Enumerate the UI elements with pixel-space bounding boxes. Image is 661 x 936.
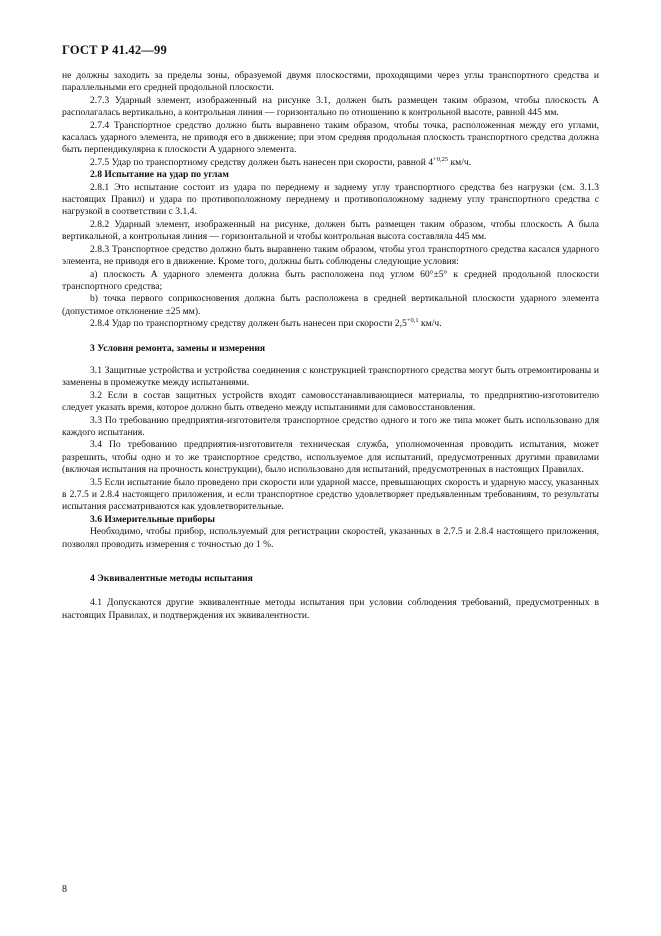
- paragraph-2-7-4: 2.7.4 Транспортное средство должно быть выравнено таким образом, чтобы точка, расположенная между его углами, касалась ударного элемента, не приводя его в движение; при этом средняя продольная плоскость транспортного средства должна быть перпендикулярна к плоскости A ударного элемента.: [62, 119, 599, 156]
- paragraph-2-7-5-unit: км/ч.: [448, 156, 472, 168]
- paragraph-2-7-5-text: 2.7.5 Удар по транспортному средству должен быть нанесен при скорости, равной 4: [90, 156, 434, 168]
- paragraph-2-7-3: 2.7.3 Ударный элемент, изображенный на рисунке 3.1, должен быть размещен таким образом, чтобы плоскость A располагалась вертикально, а контрольная линия — горизонтально по отношению к контрольной высоте, равной 445 мм.: [62, 94, 599, 119]
- paragraph-2-8-2: 2.8.2 Ударный элемент, изображенный на рисунке, должен быть размещен таким образом, чтобы плоскость A была вертикальной, а контрольная линия — горизонтальной и чтобы контрольная высота составляла 445 мм.: [62, 218, 599, 243]
- paragraph-continuation: не должны заходить за пределы зоны, образуемой двумя плоскостями, проходящими через углы транспортного средства и параллельными его средней продольной плоскости.: [62, 70, 599, 94]
- paragraph-3-6: Необходимо, чтобы прибор, используемый для регистрации скоростей, указанных в 2.7.5 и 2.8.4 настоящего приложения, позволял проводить измерения с точностью до 1 %.: [62, 526, 599, 550]
- paragraph-2-8-3-b: b) точка первого соприкосновения должна быть расположена в средней вертикальной плоскости ударного элемента (допустимое отклонение ±25 мм).: [62, 293, 599, 317]
- subheading-3-6: 3.6 Измерительные приборы: [90, 513, 216, 525]
- paragraph-3-2: 3.2 Если в состав защитных устройств входят самовосстанавливающиеся материалы, то предприятию-изготовителю следует указать время, которое должно быть отведено между испытаниями для самовосстановления.: [62, 389, 599, 414]
- paragraph-2-8-3: 2.8.3 Транспортное средство должно быть выравнено таким образом, чтобы угол транспортного средства касался ударного элемента, не приводя его в движение. Кроме того, должны быть соблюдены следующие условия:: [62, 243, 599, 268]
- paragraph-3-5: 3.5 Если испытание было проведено при скорости или ударной массе, превышающих скорость и ударную массу, указанных в 2.7.5 и 2.8.4 настоящего приложения, и если транспортное средство удовлетворяет предъявленным требованиям, то результаты испытания рассматриваются как удовлетворительные.: [62, 476, 599, 513]
- paragraph-3-4: 3.4 По требованию предприятия-изготовителя техническая служба, уполномоченная проводить испытания, может разрешить, чтобы одно и то же транспортное средство, используемое для испытаний, предусмотренных другими правилами (включая испытания на прочность конструкции), было использовано для испытаний, предусмотренных в настоящих Правилах.: [62, 439, 599, 476]
- paragraph-2-7-5-tolerance: +0,25: [433, 155, 449, 163]
- paragraph-2-8-1: 2.8.1 Это испытание состоит из удара по переднему и заднему углу транспортного средства без нагрузки (см. 3.1.3 настоящих Правил) и удара по противоположному переднему и противоположному заднему углу транспортного средства с нагрузкой в соответствии с 3.1.4.: [62, 181, 599, 218]
- subheading-2-8: 2.8 Испытание на удар по углам: [90, 169, 229, 181]
- page-number: 8: [62, 884, 67, 895]
- document-header: ГОСТ Р 41.42—99: [62, 43, 167, 57]
- paragraph-2-8-3-a: a) плоскость A ударного элемента должна быть расположена под углом 60°±5° к средней продольной плоскости транспортного средства;: [62, 268, 599, 292]
- document-body: [62, 70, 599, 622]
- paragraph-2-8-4-unit: км/ч.: [418, 318, 442, 330]
- paragraph-2-8-4-tolerance: +0,1: [406, 316, 419, 324]
- paragraph-2-8-4: [62, 318, 599, 330]
- paragraph-3-3: 3.3 По требованию предприятия-изготовителя транспортное средство одного и того же типа может быть использовано для каждого испытания.: [62, 414, 599, 438]
- section-heading-4: 4 Эквивалентные методы испытания: [90, 573, 253, 585]
- paragraph-4-1: 4.1 Допускаются другие эквивалентные методы испытания при условии соблюдения требований, предусмотренных в настоящих Правилах, и подтверждения их эквивалентности.: [62, 597, 599, 621]
- section-heading-3: 3 Условия ремонта, замены и измерения: [90, 342, 266, 354]
- paragraph-2-8-4-text: 2.8.4 Удар по транспортному средству должен быть нанесен при скорости 2,5: [90, 318, 407, 330]
- paragraph-2-7-5: [62, 157, 599, 169]
- paragraph-3-1: 3.1 Защитные устройства и устройства соединения с конструкцией транспортного средства могут быть отремонтированы и заменены в промежутке между испытаниями.: [62, 364, 599, 389]
